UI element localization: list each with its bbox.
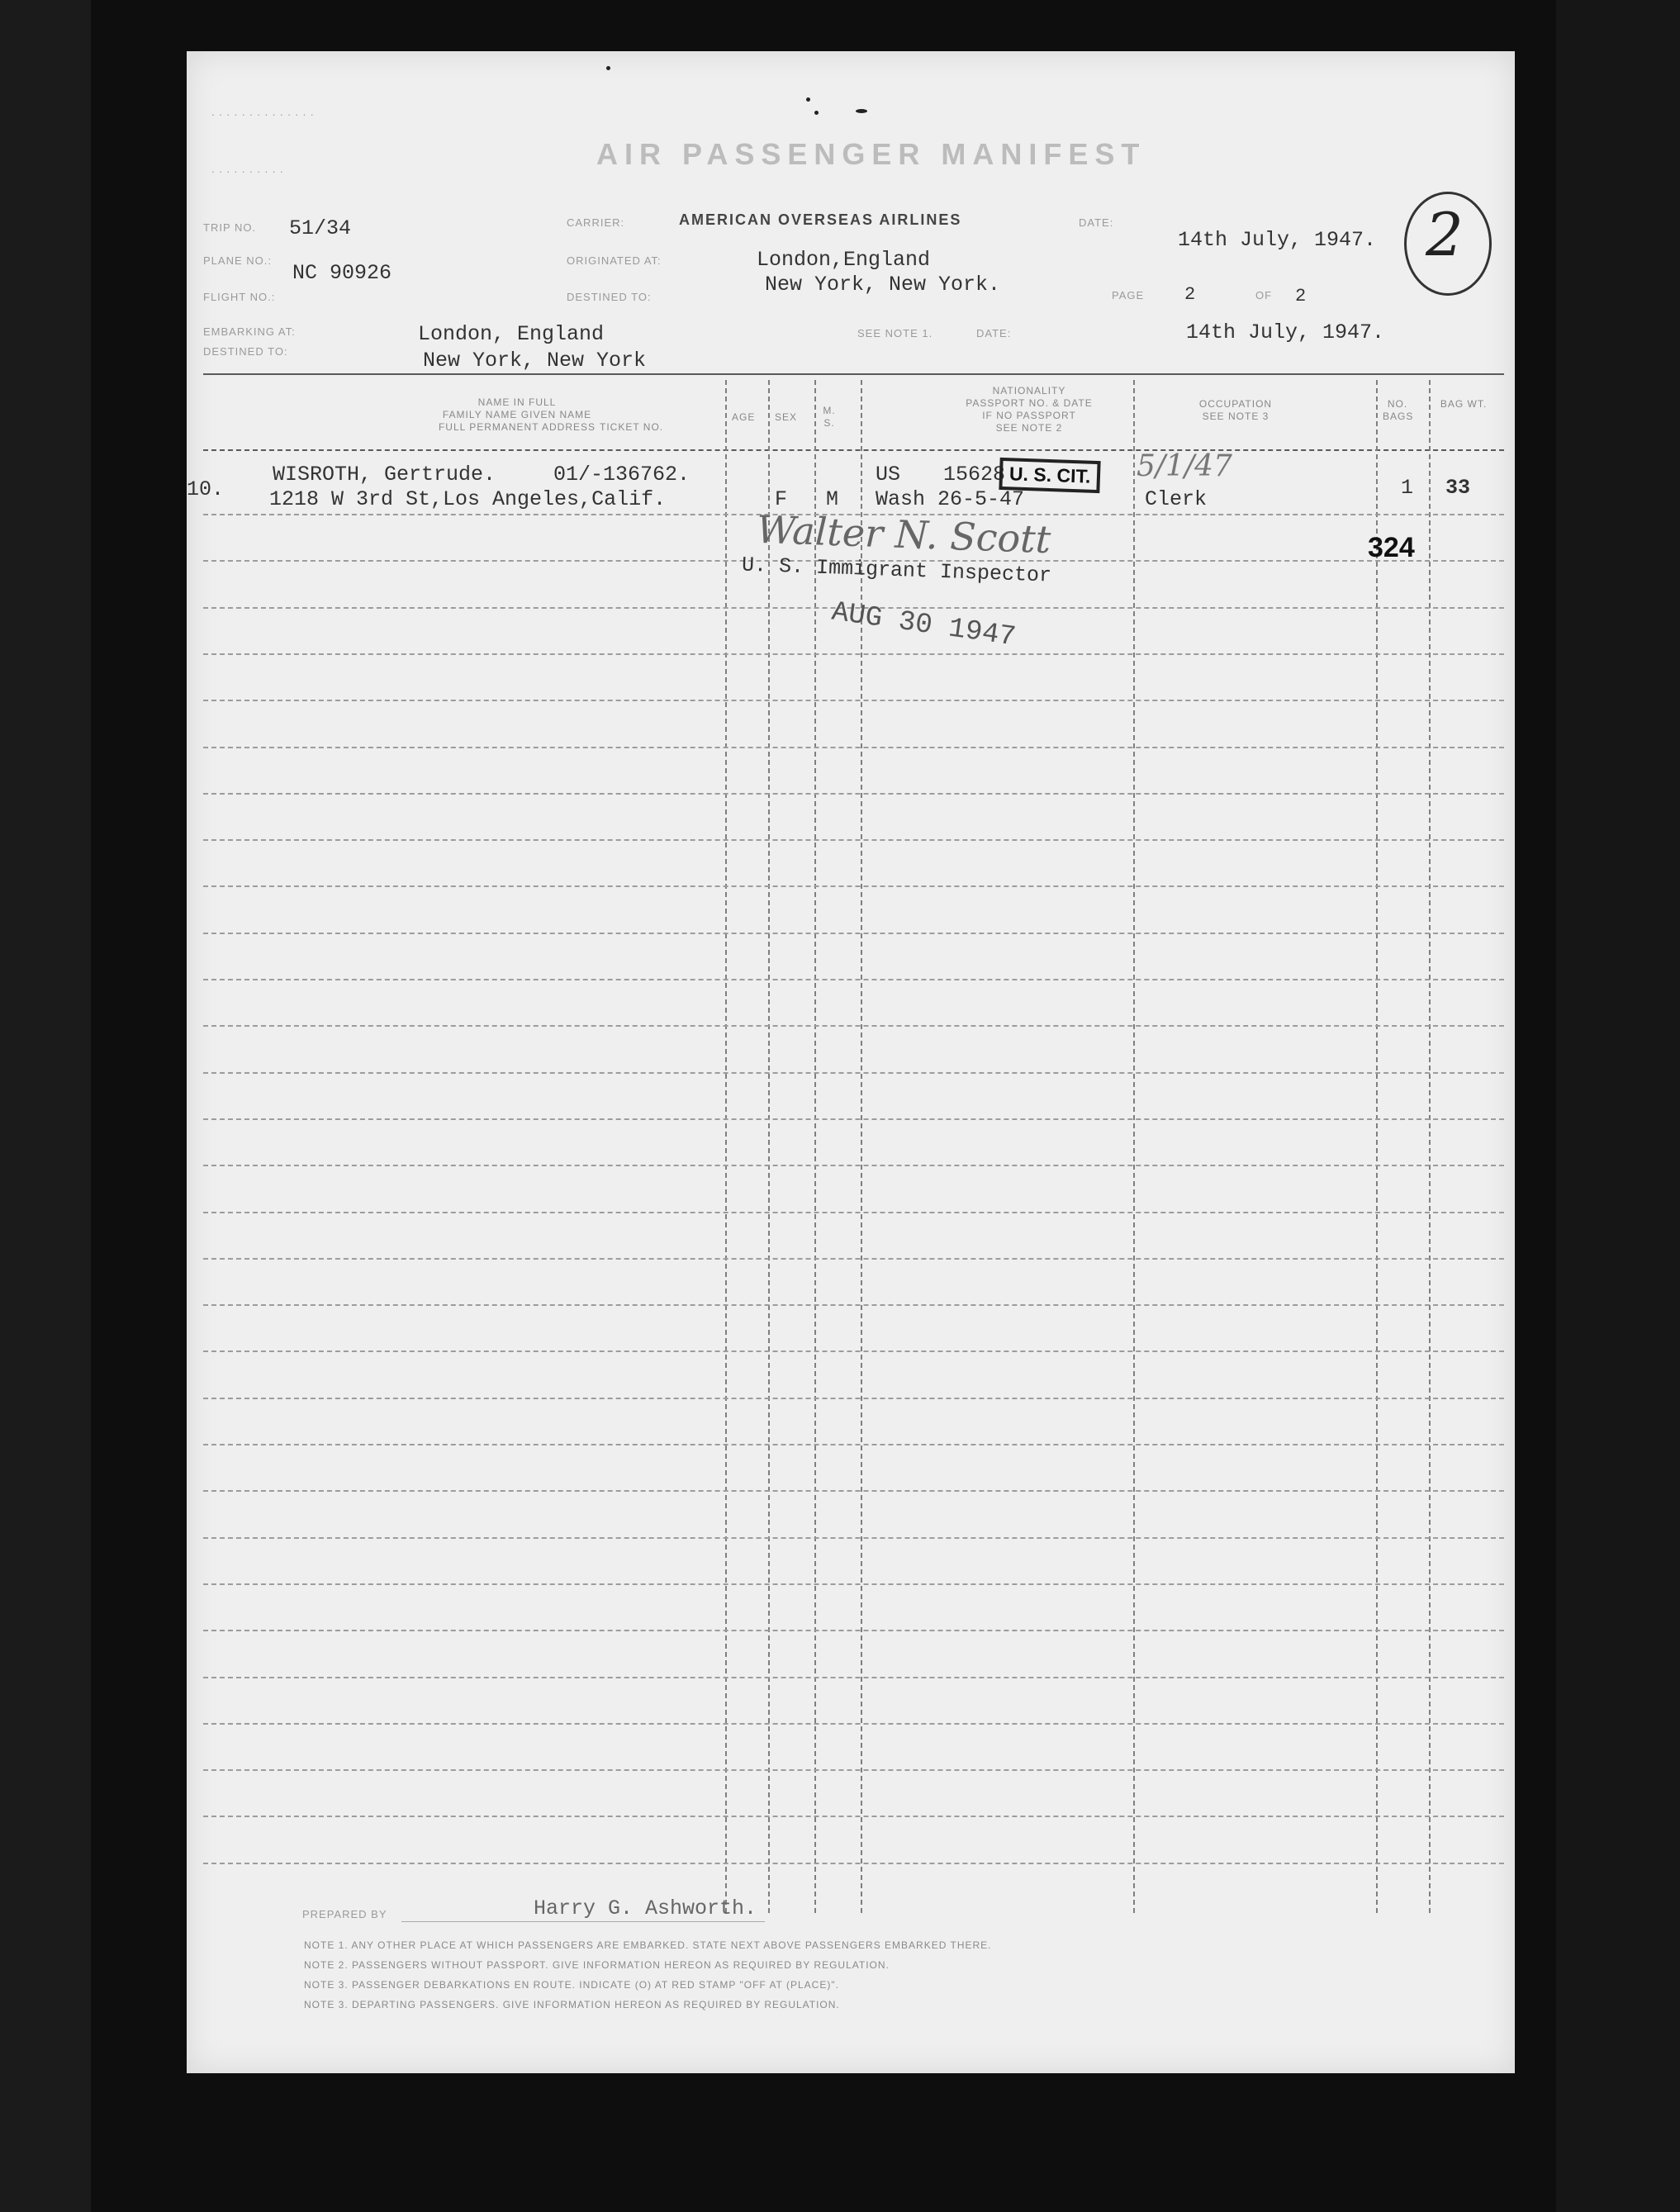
col-divider <box>725 380 727 1913</box>
col-divider <box>814 380 816 1913</box>
speck <box>856 109 867 113</box>
col-age-header: AGE <box>732 411 756 423</box>
page-label: PAGE <box>1112 289 1145 301</box>
plane-no-label: PLANE NO.: <box>203 254 272 267</box>
row-rule <box>203 1072 1504 1074</box>
passenger-address: 1218 W 3rd St,Los Angeles,Calif. <box>269 487 667 511</box>
col-ms-header: M. S. <box>823 405 836 429</box>
col-sex-header: SEX <box>775 411 798 423</box>
destined-to-label: DESTINED TO: <box>567 291 652 303</box>
row-rule <box>203 1723 1504 1725</box>
speck <box>806 97 810 102</box>
row-rule <box>203 933 1504 934</box>
inspector-title-stamp: U. S. Immigrant Inspector <box>741 553 1052 588</box>
manifest-sheet: . . . . . . . . . . . . . . . . . . . . . . . . AIR PASSENGER MANIFEST 2 TRIP NO. PLANE NO.: FLIGHT NO.: 51/34 NC 90926 CARRIER: AMERICAN OVERSEAS AIRLINES ORIGINATED AT: London,England DESTINED TO: New York, New York. DATE: 14th July, 1947. PAGE 2 OF 2 EMBARKING AT: DESTINED TO: London, England New York, New York SEE NOTE 1. DATE: 14th July, 1947. NAME IN FULL FAMILY NAME GIVEN NAME FULL PERMANENT ADDRESS TICKET NO. AGE SEX M. S. NATIONALITY PASSPORT NO. & DATE IF NO PASSPORT SEE NOTE 2 OCCUPATION SEE NOTE 3 NO. BAGS BAG WT. 10. WISROTH, Gertrude. 01/-136762. 1218 W 3rd St,Los Angeles,Calif. F M US 15628 Wash 26-5-47 U. S. CIT. 5/1/47 Clerk 1 33 Walter N. Scott U. S. Immigrant Inspector AUG 30 1947 324 PREPARED BY Harry G. Ashworth. NOTE 1. ANY OTHER PLACE AT WHICH PASSENGERS ARE EMBARKED. STATE NEXT ABOVE PASSENGERS EMBARKED THERE. NOTE 2. PASSENGERS WITHOUT PASSPORT. GIVE INFORMATION HEREON AS REQUIRED BY REGULATION. NOTE 3. PASSENGER DEBARKATIONS EN ROUTE. INDICATE (O) AT RED STAMP "OFF AT (PLACE)". NOTE 3. DEPARTING PASSENGERS. GIVE INFORMATION HEREON AS REQUIRED BY REGULATION. <box>187 51 1515 2073</box>
form-title: AIR PASSENGER MANIFEST <box>596 137 1146 171</box>
row-line-number: 10. <box>187 477 225 501</box>
speck <box>606 66 610 70</box>
date2-value: 14th July, 1947. <box>1186 320 1385 344</box>
col-bags-header: NO. BAGS <box>1383 398 1414 422</box>
trip-no-value: 51/34 <box>289 216 352 240</box>
row-rule <box>203 1630 1504 1631</box>
column-header-divider <box>203 449 1504 451</box>
row-rule <box>203 653 1504 655</box>
row-rule <box>203 1258 1504 1260</box>
row-rule <box>203 1212 1504 1213</box>
col-ticket-header: TICKET NO. <box>600 421 664 433</box>
passport-date: Wash 26-5-47 <box>876 487 1025 511</box>
passenger-occupation: Clerk <box>1145 487 1208 511</box>
prepared-by-line <box>401 1921 765 1922</box>
col-divider <box>1429 380 1431 1913</box>
row-rule <box>203 1583 1504 1585</box>
us-citizen-stamp: U. S. CIT. <box>999 458 1101 493</box>
film-border-left <box>0 0 91 2212</box>
col-divider <box>1133 380 1135 1913</box>
col-nationality-header: NATIONALITY PASSPORT NO. & DATE IF NO PASSPORT SEE NOTE 2 <box>966 385 1093 434</box>
row-rule <box>203 1025 1504 1027</box>
trip-no-label: TRIP NO. <box>203 221 257 234</box>
bag-weight: 33 <box>1445 476 1471 500</box>
row-rule <box>203 1165 1504 1166</box>
prepared-by-label: PREPARED BY <box>302 1908 387 1920</box>
page-number-handwritten: 2 <box>1426 200 1464 269</box>
row-rule <box>203 1350 1504 1352</box>
row-rule <box>203 1398 1504 1399</box>
row-rule <box>203 1677 1504 1678</box>
passport-number: 15628 <box>943 463 1006 487</box>
col-name-header: NAME IN FULL FAMILY NAME GIVEN NAME FULL PERMANENT ADDRESS <box>438 396 596 433</box>
embarking-at-label: EMBARKING AT: <box>203 325 296 338</box>
col-weight-header: BAG WT. <box>1440 398 1488 410</box>
row-rule <box>203 979 1504 980</box>
row-rule <box>203 1769 1504 1771</box>
row-rule <box>203 1304 1504 1306</box>
speck <box>814 111 819 115</box>
date2-label: DATE: <box>976 327 1012 339</box>
row-rule <box>203 747 1504 748</box>
manifest-number: 324 <box>1368 532 1415 563</box>
header-divider <box>203 373 1504 375</box>
of-label: OF <box>1255 289 1273 301</box>
row-rule <box>203 1816 1504 1817</box>
date-value: 14th July, 1947. <box>1178 228 1377 252</box>
carrier-label: CARRIER: <box>567 216 625 229</box>
col-divider <box>1376 380 1378 1913</box>
passenger-marital-status: M <box>826 487 839 511</box>
film-border-right <box>1556 0 1680 2212</box>
row-rule <box>203 1118 1504 1120</box>
page-value: 2 <box>1184 284 1196 305</box>
see-note-label: SEE NOTE 1. <box>857 327 933 339</box>
originated-at-label: ORIGINATED AT: <box>567 254 662 267</box>
passenger-name: WISROTH, Gertrude. <box>273 463 496 487</box>
date-label: DATE: <box>1079 216 1114 229</box>
inspection-date-stamp: AUG 30 1947 <box>829 596 1018 654</box>
note-1: NOTE 1. ANY OTHER PLACE AT WHICH PASSENGERS ARE EMBARKED. STATE NEXT ABOVE PASSENGERS EMBARKED THERE. <box>304 1939 992 1951</box>
originated-at-value: London,England <box>757 248 931 272</box>
destined-to-2-label: DESTINED TO: <box>203 345 288 358</box>
carrier-value: AMERICAN OVERSEAS AIRLINES <box>679 211 962 228</box>
col-divider <box>768 380 770 1913</box>
row-rule <box>203 1863 1504 1864</box>
note-3: NOTE 3. PASSENGER DEBARKATIONS EN ROUTE. INDICATE (O) AT RED STAMP "OFF AT (PLACE)". <box>304 1979 839 1991</box>
row-rule <box>203 839 1504 841</box>
row-rule <box>203 885 1504 887</box>
bag-count: 1 <box>1401 476 1414 500</box>
destined-to-value: New York, New York. <box>765 273 1001 297</box>
row-rule <box>203 1444 1504 1445</box>
row-rule <box>203 793 1504 795</box>
prepared-by-value: Harry G. Ashworth. <box>534 1896 757 1920</box>
handwritten-date: 5/1/47 <box>1137 449 1232 483</box>
plane-no-value: NC 90926 <box>292 261 392 285</box>
col-occupation-header: OCCUPATION SEE NOTE 3 <box>1198 398 1273 422</box>
of-value: 2 <box>1295 286 1307 306</box>
row-rule <box>203 1490 1504 1492</box>
row-rule <box>203 1537 1504 1539</box>
passenger-nationality: US <box>876 463 901 487</box>
flight-no-label: FLIGHT NO.: <box>203 291 276 303</box>
ticket-number: 01/-136762. <box>553 463 691 487</box>
passenger-sex: F <box>775 487 788 511</box>
inspector-signature: Walter N. Scott <box>756 506 1052 562</box>
embarking-at-value: London, England <box>418 322 605 346</box>
note-2: NOTE 2. PASSENGERS WITHOUT PASSPORT. GIVE INFORMATION HEREON AS REQUIRED BY REGULATION. <box>304 1959 890 1971</box>
row-rule <box>203 700 1504 701</box>
note-4: NOTE 3. DEPARTING PASSENGERS. GIVE INFORMATION HEREON AS REQUIRED BY REGULATION. <box>304 1999 840 2010</box>
destined-to-2-value: New York, New York <box>423 349 647 373</box>
